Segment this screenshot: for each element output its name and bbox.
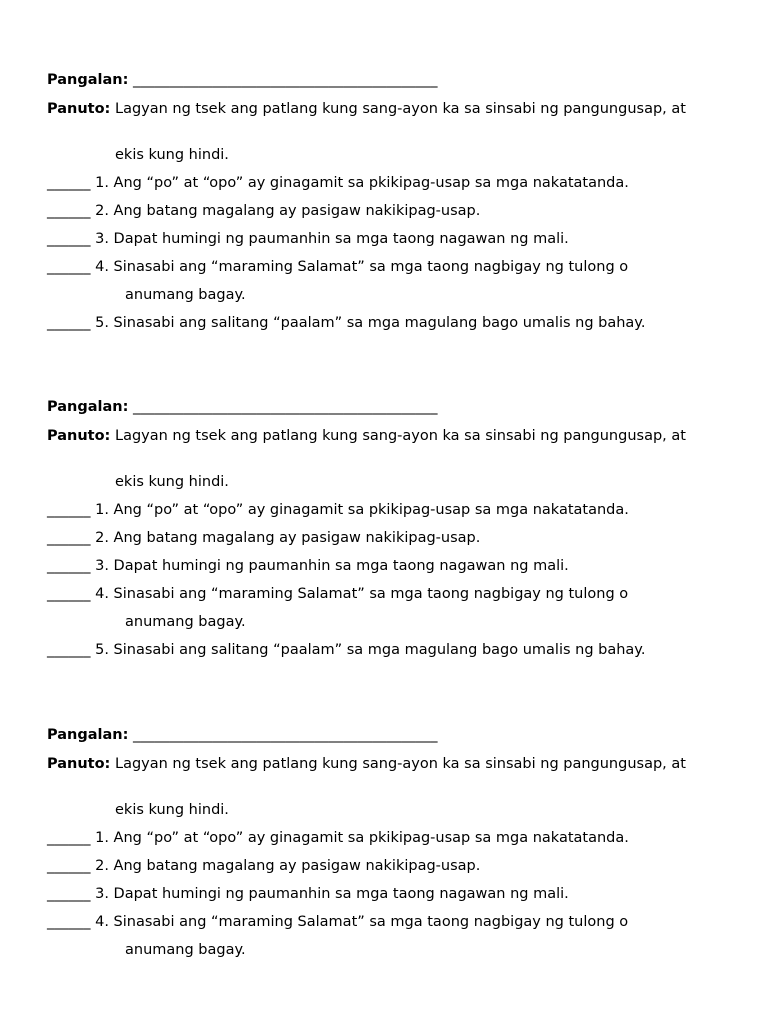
item-1 xyxy=(47,829,629,847)
instruction-text: Lagyan ng tsek ang patlang kung sang-ayon ka sa sinsabi ng pangungusap, at xyxy=(114,101,686,117)
instruction xyxy=(47,427,737,445)
item-3 xyxy=(47,885,569,903)
item-text: 5. Sinasabi ang salitang “paalam” sa mga magulang bago umalis ng bahay. xyxy=(95,315,646,331)
item-text: 2. Ang batang magalang ay pasigaw nakikipag-usap. xyxy=(95,858,481,874)
answer-blank[interactable]: ______ xyxy=(47,315,91,331)
item-text: 2. Ang batang magalang ay pasigaw nakikipag-usap. xyxy=(95,530,481,546)
instruction-text: Lagyan ng tsek ang patlang kung sang-ayon ka sa sinsabi ng pangungusap, at xyxy=(114,756,686,772)
instruction-text: Lagyan ng tsek ang patlang kung sang-ayon ka sa sinsabi ng pangungusap, at xyxy=(114,428,686,444)
item-text: 5. Sinasabi ang salitang “paalam” sa mga magulang bago umalis ng bahay. xyxy=(95,642,646,658)
answer-blank[interactable]: ______ xyxy=(47,175,91,191)
answer-blank[interactable]: ______ xyxy=(47,914,91,930)
instruction xyxy=(47,755,737,773)
answer-blank[interactable]: ______ xyxy=(47,530,91,546)
instruction-continuation: ekis kung hindi. xyxy=(115,474,229,490)
answer-blank[interactable]: ______ xyxy=(47,886,91,902)
answer-blank[interactable]: ______ xyxy=(47,231,91,247)
item-text: 1. Ang “po” at “opo” ay ginagamit sa pkikipag-usap sa mga nakatatanda. xyxy=(95,175,629,191)
answer-blank[interactable]: ______ xyxy=(47,830,91,846)
item-text: 2. Ang batang magalang ay pasigaw nakikipag-usap. xyxy=(95,203,481,219)
item-2 xyxy=(47,202,480,220)
name-label: Pangalan: xyxy=(47,72,129,88)
instruction-continuation: ekis kung hindi. xyxy=(115,802,229,818)
item-text: 4. Sinasabi ang “maraming Salamat” sa mga taong nagbigay ng tulong o xyxy=(95,259,629,275)
name-line xyxy=(47,726,438,744)
item-5 xyxy=(47,314,645,332)
answer-blank[interactable]: ______ xyxy=(47,558,91,574)
item-text: 3. Dapat humingi ng paumanhin sa mga taong nagawan ng mali. xyxy=(95,558,569,574)
name-blank[interactable]: __________________________________________ xyxy=(133,399,438,415)
name-label: Pangalan: xyxy=(47,727,129,743)
item-text: 1. Ang “po” at “opo” ay ginagamit sa pkikipag-usap sa mga nakatatanda. xyxy=(95,502,629,518)
answer-blank[interactable]: ______ xyxy=(47,642,91,658)
item-text: 4. Sinasabi ang “maraming Salamat” sa mga taong nagbigay ng tulong o xyxy=(95,914,629,930)
item-text: 3. Dapat humingi ng paumanhin sa mga taong nagawan ng mali. xyxy=(95,886,569,902)
item-4-continuation: anumang bagay. xyxy=(125,287,246,303)
instruction-label: Panuto: xyxy=(47,756,111,772)
item-text: 1. Ang “po” at “opo” ay ginagamit sa pkikipag-usap sa mga nakatatanda. xyxy=(95,830,629,846)
answer-blank[interactable]: ______ xyxy=(47,858,91,874)
instruction-continuation: ekis kung hindi. xyxy=(115,147,229,163)
answer-blank[interactable]: ______ xyxy=(47,259,91,275)
name-blank[interactable]: __________________________________________ xyxy=(133,72,438,88)
name-line xyxy=(47,398,438,416)
answer-blank[interactable]: ______ xyxy=(47,502,91,518)
item-2 xyxy=(47,857,480,875)
item-4 xyxy=(47,913,628,931)
item-1 xyxy=(47,501,629,519)
item-text: 3. Dapat humingi ng paumanhin sa mga taong nagawan ng mali. xyxy=(95,231,569,247)
item-5 xyxy=(47,641,645,659)
instruction xyxy=(47,100,737,118)
name-line xyxy=(47,71,438,89)
item-4-continuation: anumang bagay. xyxy=(125,614,246,630)
answer-blank[interactable]: ______ xyxy=(47,203,91,219)
item-3 xyxy=(47,557,569,575)
item-4 xyxy=(47,585,628,603)
name-blank[interactable]: __________________________________________ xyxy=(133,727,438,743)
instruction-label: Panuto: xyxy=(47,101,111,117)
answer-blank[interactable]: ______ xyxy=(47,586,91,602)
item-3 xyxy=(47,230,569,248)
instruction-label: Panuto: xyxy=(47,428,111,444)
item-4 xyxy=(47,258,628,276)
name-label: Pangalan: xyxy=(47,399,129,415)
item-1 xyxy=(47,174,629,192)
item-4-continuation: anumang bagay. xyxy=(125,942,246,958)
item-2 xyxy=(47,529,480,547)
item-text: 4. Sinasabi ang “maraming Salamat” sa mga taong nagbigay ng tulong o xyxy=(95,586,629,602)
